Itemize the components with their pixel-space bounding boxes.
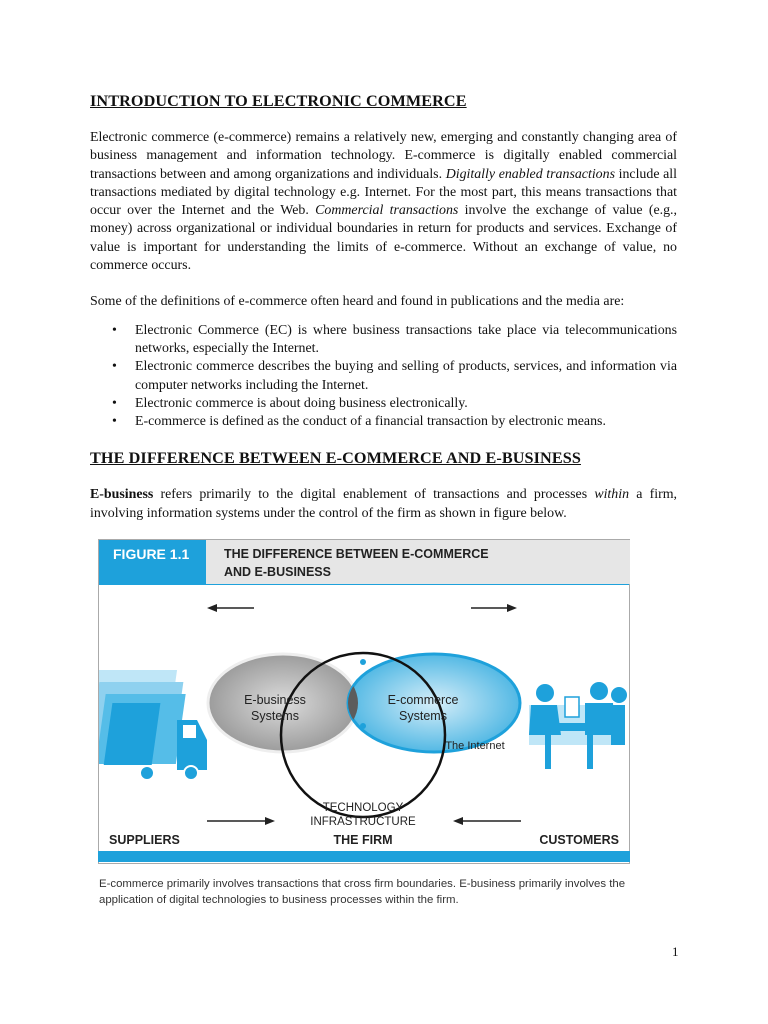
ecommerce-label-line2: Systems: [399, 709, 447, 723]
ebusiness-label-line1: E-business: [244, 693, 306, 707]
customers-icon: [529, 682, 627, 769]
bullet-symbol: •: [112, 322, 117, 338]
page-number: 1: [672, 944, 679, 959]
customers-label: CUSTOMERS: [539, 833, 619, 847]
para1-text-c: include all transactions mediated by digital technology e.g. Internet. For the most part, this means transactions that occur over the Internet and the Web.: [90, 166, 677, 219]
para3-text-b: refers primarily to the digital enablement of transactions and processes: [153, 487, 595, 503]
suppliers-label: SUPPLIERS: [109, 833, 180, 847]
bullet-symbol: •: [112, 395, 117, 411]
heading-intro: INTRODUCTION TO ELECTRONIC COMMERCE: [90, 92, 467, 110]
figure-header: [99, 540, 629, 584]
figure-label: FIGURE 1.1: [99, 540, 206, 584]
para1-italic-d: Commercial transactions: [315, 203, 459, 219]
list-item: [112, 322, 677, 359]
paragraph-intro: [90, 129, 677, 275]
truck-icon: [99, 670, 207, 780]
arrow-right-bottom: [207, 817, 275, 825]
list-item-text: Electronic Commerce (EC) is where business transactions take place via telecommunications networks, especially the Internet.: [135, 322, 677, 356]
list-item-text: Electronic commerce describes the buying and selling of products, services, and information via computer networks including the Internet.: [135, 359, 677, 393]
tech-label-line1: TECHNOLOGY: [322, 802, 404, 814]
paragraph-ebusiness: [90, 486, 677, 523]
figure-bottom-bar: [98, 851, 630, 862]
heading-difference: THE DIFFERENCE BETWEEN E-COMMERCE AND E-BUSINESS: [90, 449, 581, 468]
list-item-text: E-commerce is defined as the conduct of a financial transaction by electronic means.: [135, 414, 606, 430]
ecommerce-label-line1: E-commerce: [387, 693, 459, 707]
list-item: [112, 358, 677, 395]
figure-title-line2: AND E-BUSINESS: [224, 565, 331, 579]
intersection-dot-bottom: [360, 723, 366, 729]
list-item: [112, 413, 677, 431]
document-body: [90, 92, 677, 523]
firm-label: THE FIRM: [333, 833, 393, 847]
ebusiness-label-line2: Systems: [251, 709, 299, 723]
paragraph-definitions: Some of the definitions of e-commerce often heard and found in publications and the media are:: [90, 294, 625, 310]
figure-caption: E-commerce primarily involves transactions that cross firm boundaries. E-business primarily involves the application of digital technologies to business processes within the firm.: [99, 878, 626, 906]
para1-italic-b: Digitally enabled transactions: [445, 166, 615, 182]
para3-italic-c: within: [594, 487, 630, 503]
para3-bold-a: E-business: [90, 487, 154, 503]
internet-label: The Internet: [445, 740, 505, 752]
bullet-symbol: •: [112, 414, 117, 430]
arrow-left-bottom: [453, 817, 521, 825]
para3-text-d: a firm, involving information systems under the control of the firm as shown in figure below.: [90, 487, 677, 521]
tech-label-line2: INFRASTRUCTURE: [310, 816, 416, 828]
list-item-text: Electronic commerce is about doing business electronically.: [135, 395, 468, 411]
figure-1-1: [98, 539, 630, 864]
para1-text-e: involve the exchange of value (e.g., money) across organizational or individual boundaries in return for products and services. Exchange of value is important for understanding the limits of e-commerce. Without an exchange of value, no commerce occurs.: [90, 203, 677, 274]
para1-text-a: Electronic commerce (e-commerce) remains a relatively new, emerging and constantly changing area of business management and information technology. E-commerce is digitally enabled commercial transactions between and among organizations and individuals.: [90, 130, 677, 182]
intersection-dot-top: [360, 659, 366, 665]
arrow-left-top: [207, 604, 254, 612]
list-item: [112, 395, 677, 413]
figure-title-line1: THE DIFFERENCE BETWEEN E-COMMERCE: [224, 547, 489, 561]
bullet-symbol: •: [112, 359, 117, 375]
definition-list: [90, 322, 677, 432]
arrow-right-top: [471, 604, 517, 612]
figure-title: [206, 540, 630, 584]
venn-diagram: [99, 585, 629, 865]
